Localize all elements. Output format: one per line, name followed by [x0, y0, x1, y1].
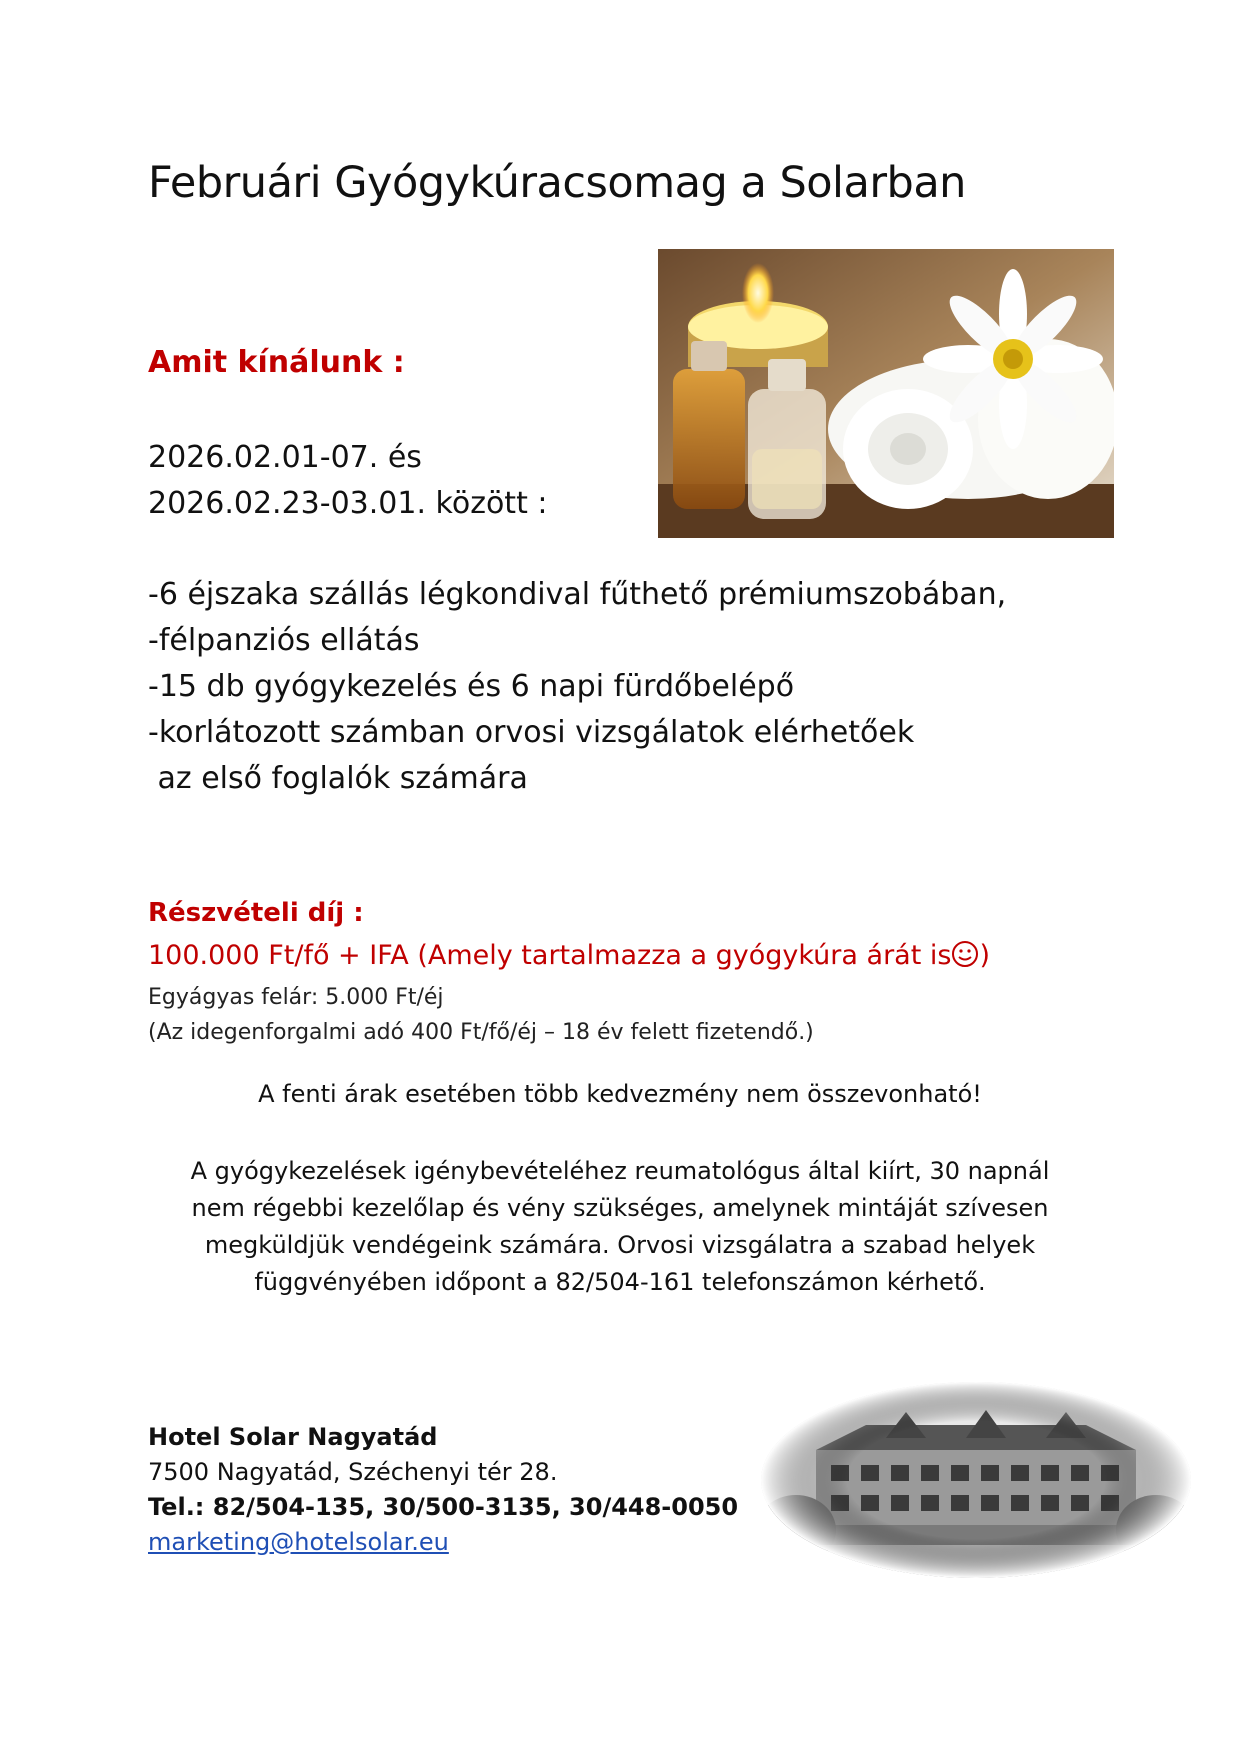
offer-item: -félpanziós ellátás: [148, 623, 420, 658]
info-line: A gyógykezelések igénybevételéhez reumatológus által kiírt, 30 napnál: [190, 1157, 1050, 1185]
hotel-name: Hotel Solar Nagyatád: [148, 1423, 438, 1451]
price-notes: [148, 980, 814, 1050]
offer-item: -15 db gyógykezelés és 6 napi fürdőbelépő: [148, 669, 795, 704]
date-range-2: 2026.02.23-03.01. között :: [148, 486, 548, 521]
offer-dates: [148, 435, 547, 527]
treatment-info: [120, 1153, 1120, 1301]
info-line: nem régebbi kezelőlap és vény szükséges, amelynek mintáját szívesen: [191, 1194, 1049, 1222]
price-text: 100.000 Ft/fő + IFA (Amely tartalmazza a gyógykúra árát is: [148, 940, 952, 971]
info-line: függvényében időpont a 82/504-161 telefonszámon kérhető.: [254, 1268, 986, 1296]
discount-notice: A fenti árak esetében több kedvezmény nem összevonható!: [258, 1080, 982, 1108]
offer-heading: Amit kínálunk :: [148, 345, 405, 380]
offer-items: [148, 572, 1006, 802]
page-title: Februári Gyógykúracsomag a Solarban: [148, 158, 966, 208]
price-heading: Részvételi díj :: [148, 898, 364, 928]
hotel-photo: [756, 1380, 1196, 1580]
email-link[interactable]: marketing@hotelsolar.eu: [148, 1528, 449, 1556]
hotel-phone: Tel.: 82/504-135, 30/500-3135, 30/448-0050: [148, 1493, 739, 1521]
spa-photo: [658, 249, 1114, 538]
offer-item: -korlátozott számban orvosi vizsgálatok elérhetőek: [148, 715, 915, 750]
hotel-address: 7500 Nagyatád, Széchenyi tér 28.: [148, 1458, 558, 1486]
info-line: megküldjük vendégeink számára. Orvosi vizsgálatra a szabad helyek: [204, 1231, 1036, 1259]
offer-item: -6 éjszaka szállás légkondival fűthető prémiumszobában,: [148, 577, 1007, 612]
smiley-icon: [951, 940, 979, 975]
price-main: [148, 940, 990, 975]
date-range-1: 2026.02.01-07. és: [148, 440, 422, 475]
offer-item: az első foglalók számára: [148, 761, 528, 796]
price-close: ): [979, 940, 990, 971]
single-supplement: Egyágyas felár: 5.000 Ft/éj: [148, 985, 444, 1010]
contact-block: [148, 1420, 738, 1560]
tourist-tax-note: (Az idegenforgalmi adó 400 Ft/fő/éj – 18 év felett fizetendő.): [148, 1020, 814, 1045]
